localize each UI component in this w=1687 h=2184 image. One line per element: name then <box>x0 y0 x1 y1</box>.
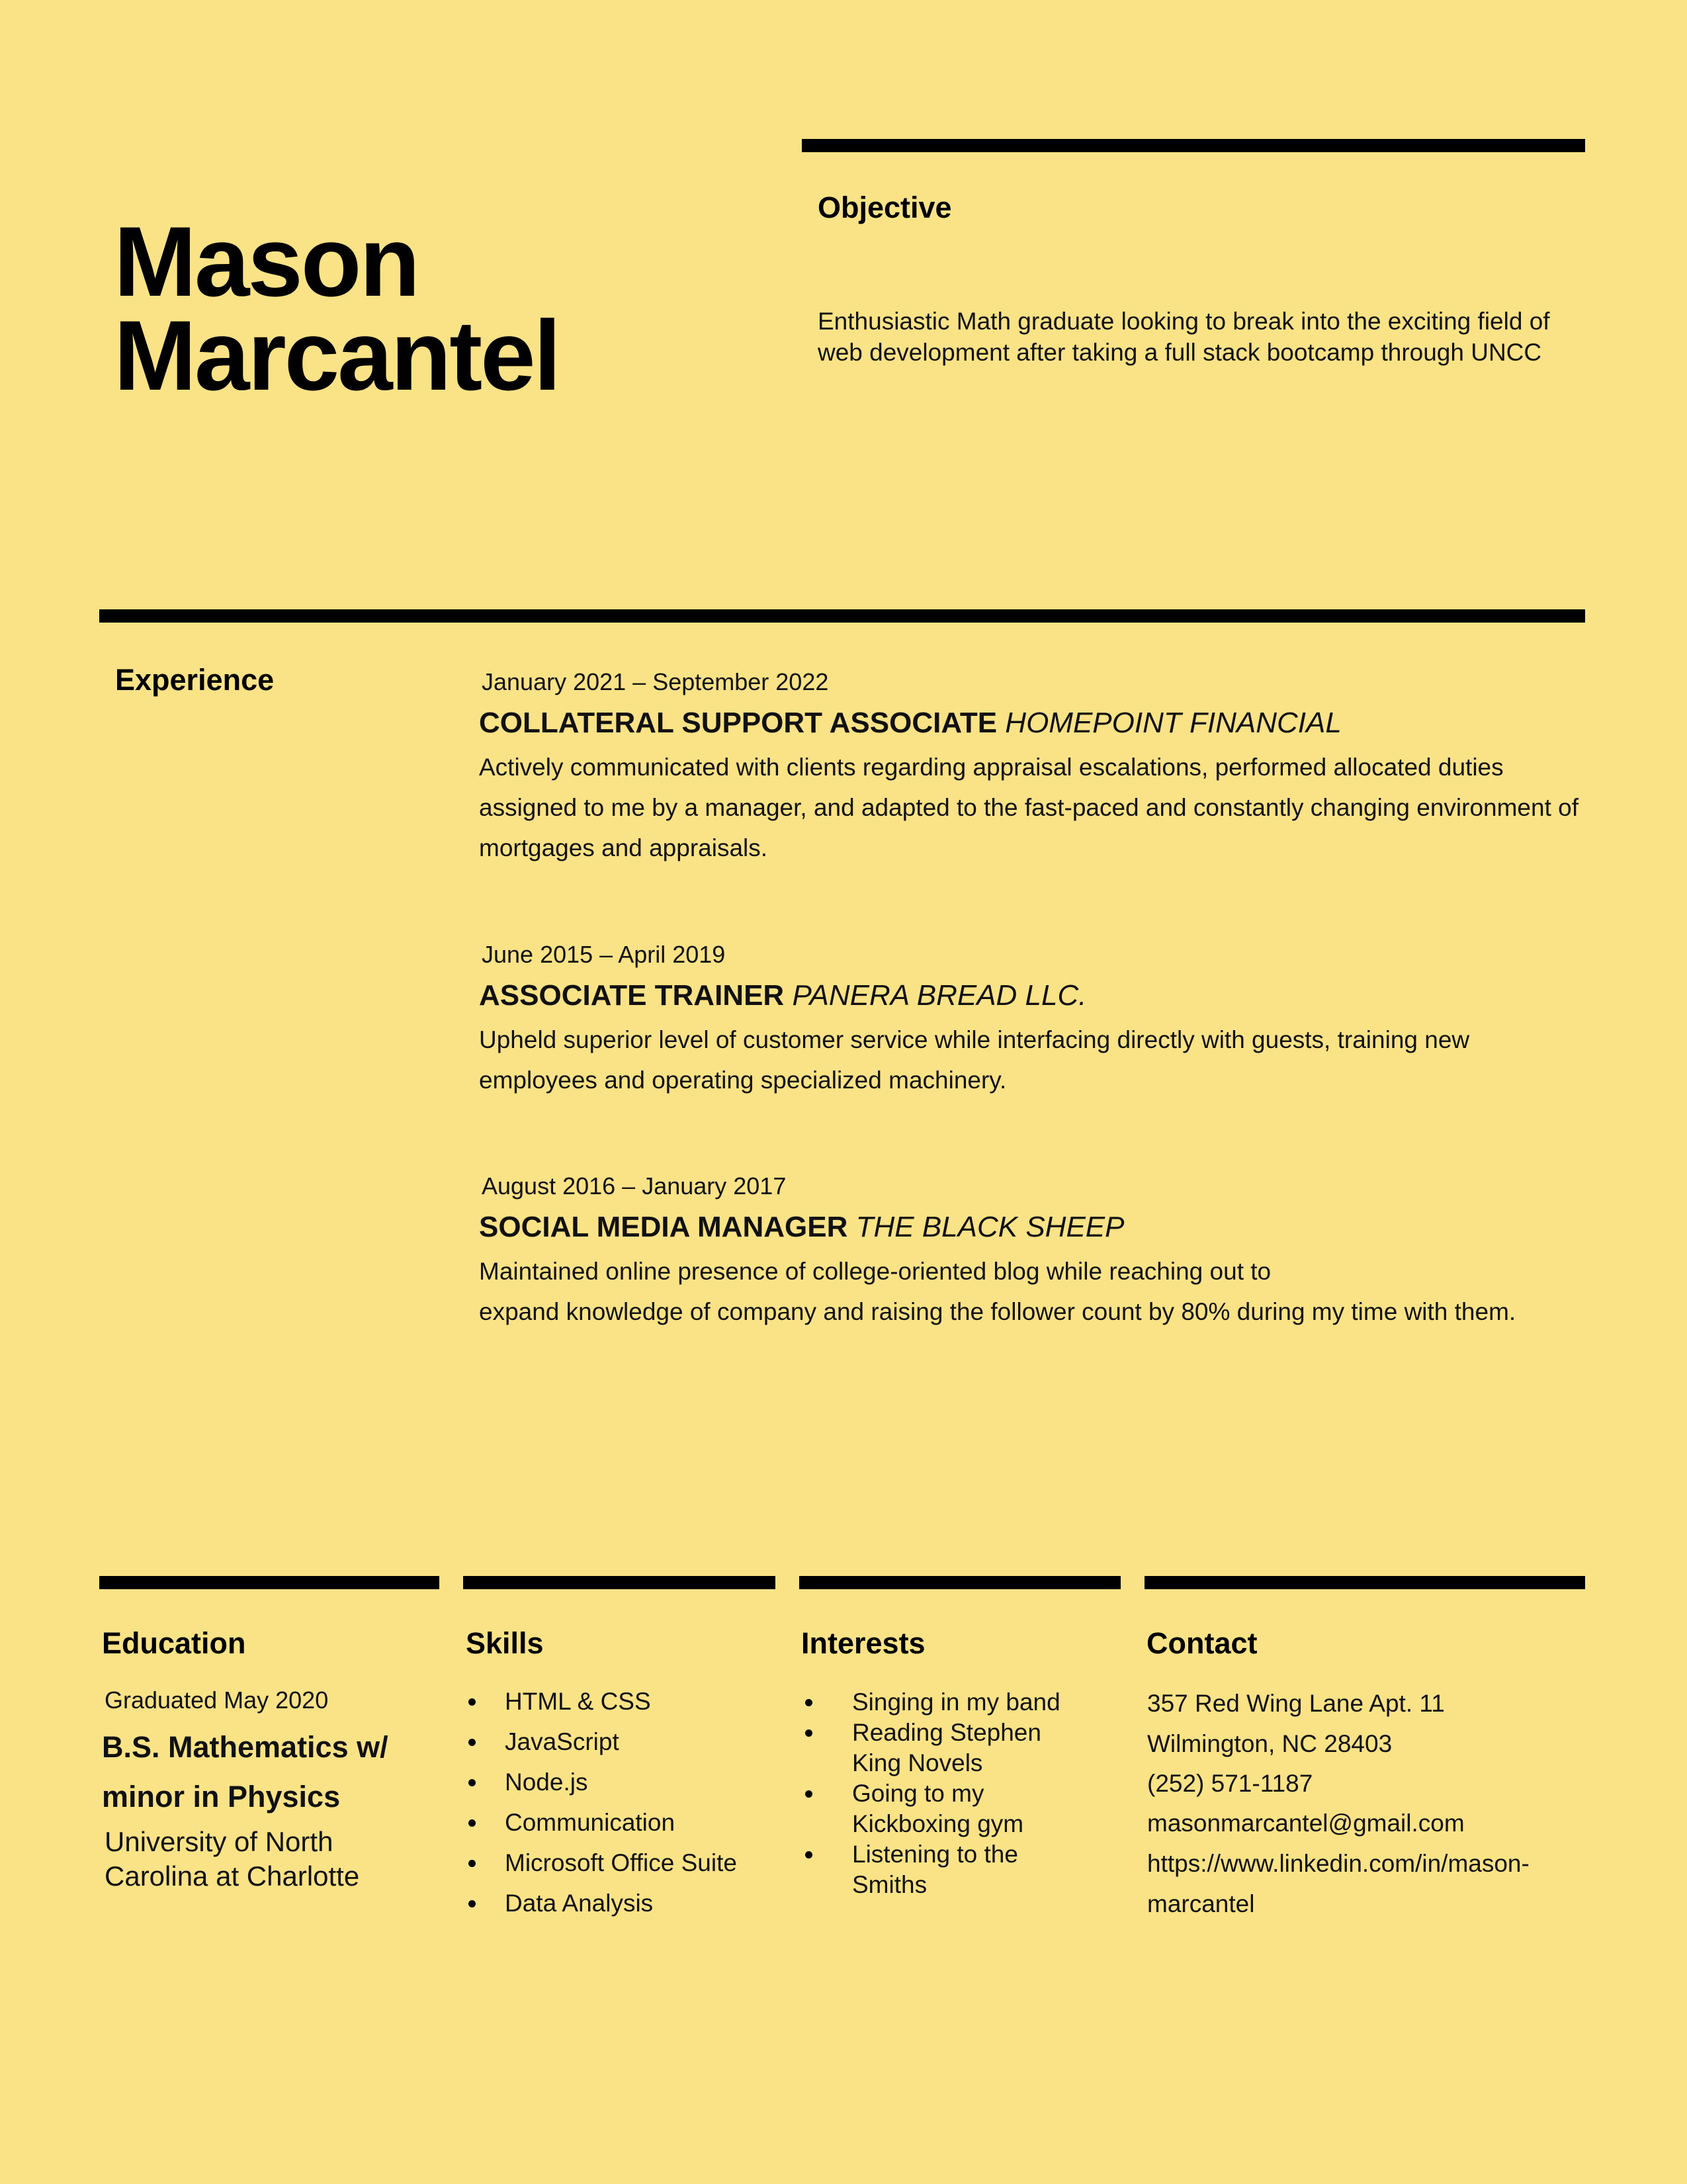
interests-top-rule <box>799 1576 1121 1589</box>
degree: B.S. Mathematics w/ minor in Physics <box>102 1730 388 1813</box>
job-title-line <box>479 977 1590 1014</box>
linkedin-line: marcantel <box>1147 1890 1255 1917</box>
objective-heading: Objective <box>818 191 952 224</box>
list-item: Microsoft Office Suite <box>465 1843 737 1883</box>
job-dates: August 2016 – January 2017 <box>482 1172 787 1200</box>
last-name: Marcantel <box>114 300 560 411</box>
job-description: Upheld superior level of customer service while interfacing directly with guests, training new employees and operating specialized machinery. <box>479 1026 1470 1094</box>
linkedin-line: https://www.linkedin.com/in/mason- <box>1147 1850 1530 1877</box>
first-name: Mason <box>114 206 419 317</box>
contact-heading: Contact <box>1146 1626 1258 1660</box>
list-item: JavaScript <box>465 1722 737 1762</box>
phone-number: (252) 571-1187 <box>1147 1770 1313 1797</box>
job-dates: January 2021 – September 2022 <box>482 668 829 695</box>
job-entry <box>479 668 1590 868</box>
job-title: ASSOCIATE TRAINER <box>479 979 785 1012</box>
list-item: Node.js <box>465 1762 737 1802</box>
school-name: University of North Carolina at Charlotte <box>105 1826 360 1892</box>
list-item: Going to my Kickboxing gym <box>800 1778 1090 1839</box>
interests-list <box>800 1687 1090 1900</box>
job-company: HOMEPOINT FINANCIAL <box>1005 707 1342 739</box>
objective-text: Enthusiastic Math graduate looking to break into the exciting field of web development after taking a full stack bootcamp through UNCC <box>818 308 1550 366</box>
job-entry <box>479 940 1590 1100</box>
linkedin-link[interactable] <box>1147 1843 1530 1924</box>
interests-heading: Interests <box>801 1626 926 1660</box>
list-item: Communication <box>465 1802 737 1843</box>
job-description <box>479 1251 1590 1332</box>
job-title-line <box>479 1209 1590 1246</box>
job-description-line: Maintained online presence of college-oriented blog while reaching out to <box>479 1258 1272 1285</box>
list-item: HTML & CSS <box>465 1681 737 1722</box>
list-item: Singing in my band <box>800 1687 1090 1718</box>
address-line-1: 357 Red Wing Lane Apt. 11 <box>1147 1690 1445 1717</box>
education-top-rule <box>99 1576 439 1589</box>
skills-top-rule <box>463 1576 775 1589</box>
job-company: THE BLACK SHEEP <box>855 1211 1125 1243</box>
contact-top-rule <box>1145 1576 1585 1589</box>
skills-list <box>465 1681 737 1923</box>
job-description-line: expand knowledge of company and raising the follower count by 80% during my time with them. <box>479 1298 1516 1325</box>
job-company: PANERA BREAD LLC. <box>792 979 1087 1012</box>
job-title: SOCIAL MEDIA MANAGER <box>479 1211 848 1243</box>
list-item: Data Analysis <box>465 1883 737 1923</box>
job-title: COLLATERAL SUPPORT ASSOCIATE <box>479 707 998 739</box>
graduation-date: Graduated May 2020 <box>105 1686 329 1714</box>
address-line-2: Wilmington, NC 28403 <box>1147 1730 1393 1757</box>
experience-heading: Experience <box>115 663 275 697</box>
objective-top-rule <box>802 139 1585 152</box>
list-item: Listening to the Smiths <box>800 1839 1090 1900</box>
email-link[interactable]: masonmarcantel@gmail.com <box>1147 1810 1465 1837</box>
job-title-line <box>479 705 1590 742</box>
job-dates: June 2015 – April 2019 <box>482 941 726 968</box>
list-item: Reading Stephen King Novels <box>800 1718 1090 1778</box>
experience-top-rule <box>99 609 1585 623</box>
job-entry <box>479 1172 1590 1332</box>
job-description: Actively communicated with clients regarding appraisal escalations, performed allocated duties assigned to me by a manager, and adapted to the fast-paced and constantly changing environment of mortgages and appraisals. <box>479 754 1579 861</box>
education-heading: Education <box>102 1626 246 1660</box>
skills-heading: Skills <box>466 1626 544 1660</box>
